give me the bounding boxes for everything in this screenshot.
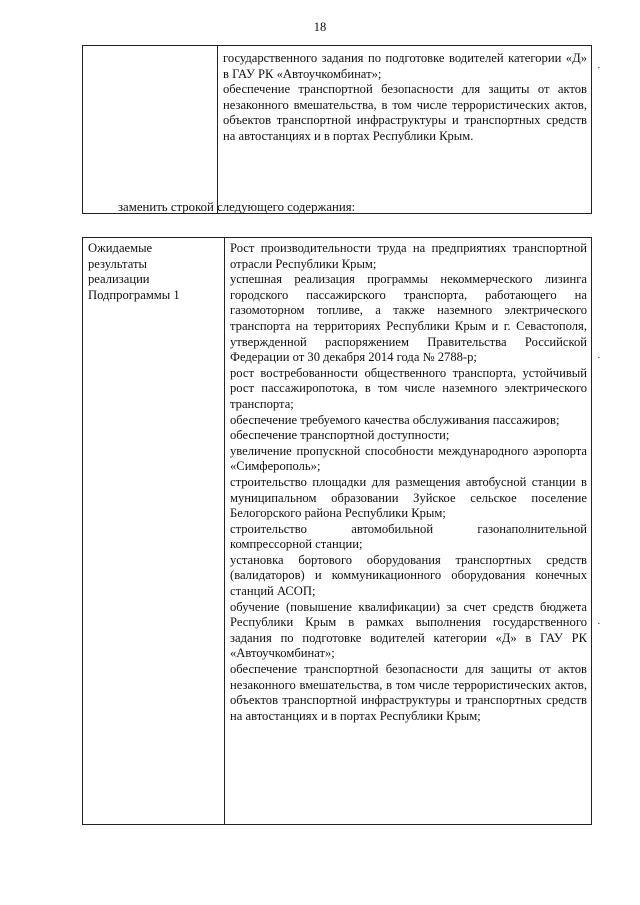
previous-row-table xyxy=(82,45,592,214)
label-line: результаты xyxy=(88,256,147,271)
row-label-cell xyxy=(83,46,218,214)
label-line: Подпрограммы 1 xyxy=(88,287,180,302)
content-paragraph: обеспечение требуемого качества обслуживания пассажиров; xyxy=(230,412,560,427)
row-content-cell xyxy=(225,238,592,825)
page-number: 18 xyxy=(313,20,327,34)
label-line: Ожидаемые xyxy=(88,241,153,255)
content-paragraph: строительство автомобильной газонаполнительной компрессорной станции; xyxy=(230,521,587,552)
table-row xyxy=(83,46,592,214)
content-paragraph: увеличение пропускной способности международного аэропорта «Симферополь»; xyxy=(230,443,587,474)
row-label-cell xyxy=(83,238,225,825)
margin-mark: · xyxy=(597,62,601,74)
replacement-intro: заменить строкой следующего содержания: xyxy=(118,200,356,214)
content-paragraph: успешная реализация программы некоммерческого лизинга городского пассажирского транспорта, работающего на газомоторном топливе, а также наземного электрического транспорта на территориях Республики Крым и г. Севастополя, утвержденной распоряжением Правительства Российской Федерации от 30 декабря 2014 года № 2788-р; xyxy=(230,272,587,365)
content-paragraph: установка бортового оборудования транспортных средств (валидаторов) и коммуникационного оборудования конечных станций АСОП; xyxy=(230,552,587,599)
content-paragraph: обучение (повышение квалификации) за счет средств бюджета Республики Крым в рамках выполнения государственного задания по подготовке водителей категории «Д» в ГАУ РК «Автоучкомбинат»; xyxy=(230,599,587,661)
content-paragraph: государственного задания по подготовке водителей категории «Д» в ГАУ РК «Автоучкомбинат»; xyxy=(223,51,587,81)
table-row xyxy=(83,238,592,825)
content-paragraph: строительство площадки для размещения автобусной станции в муниципальном образовании Зуйское сельское поселение Белогорского района Республики Крым; xyxy=(230,474,587,521)
margin-mark: · xyxy=(597,618,601,630)
content-paragraph: обеспечение транспортной безопасности для защиты от актов незаконного вмешательства, в том числе террористических актов, объектов транспортной инфраструктуры и транспортных средств на автостанциях и в портах Республики Крым; xyxy=(230,662,587,723)
content-paragraph: обеспечение транспортной доступности; xyxy=(230,428,450,443)
content-paragraph: обеспечение транспортной безопасности для защиты от актов незаконного вмешательства, в том числе террористических актов, объектов транспортной инфраструктуры и транспортных средств на автостанциях и в портах Республики Крым. xyxy=(223,82,587,143)
content-paragraph: Рост производительности труда на предприятиях транспортной отрасли Республики Крым; xyxy=(230,241,587,271)
new-row-table xyxy=(82,237,592,825)
content-paragraph: рост востребованности общественного транспорта, устойчивый рост пассажиропотока, в том числе наземного электрического транспорта; xyxy=(230,365,587,411)
row-content-cell xyxy=(218,46,592,214)
margin-mark: · xyxy=(597,352,601,364)
label-line: реализации xyxy=(88,272,150,287)
